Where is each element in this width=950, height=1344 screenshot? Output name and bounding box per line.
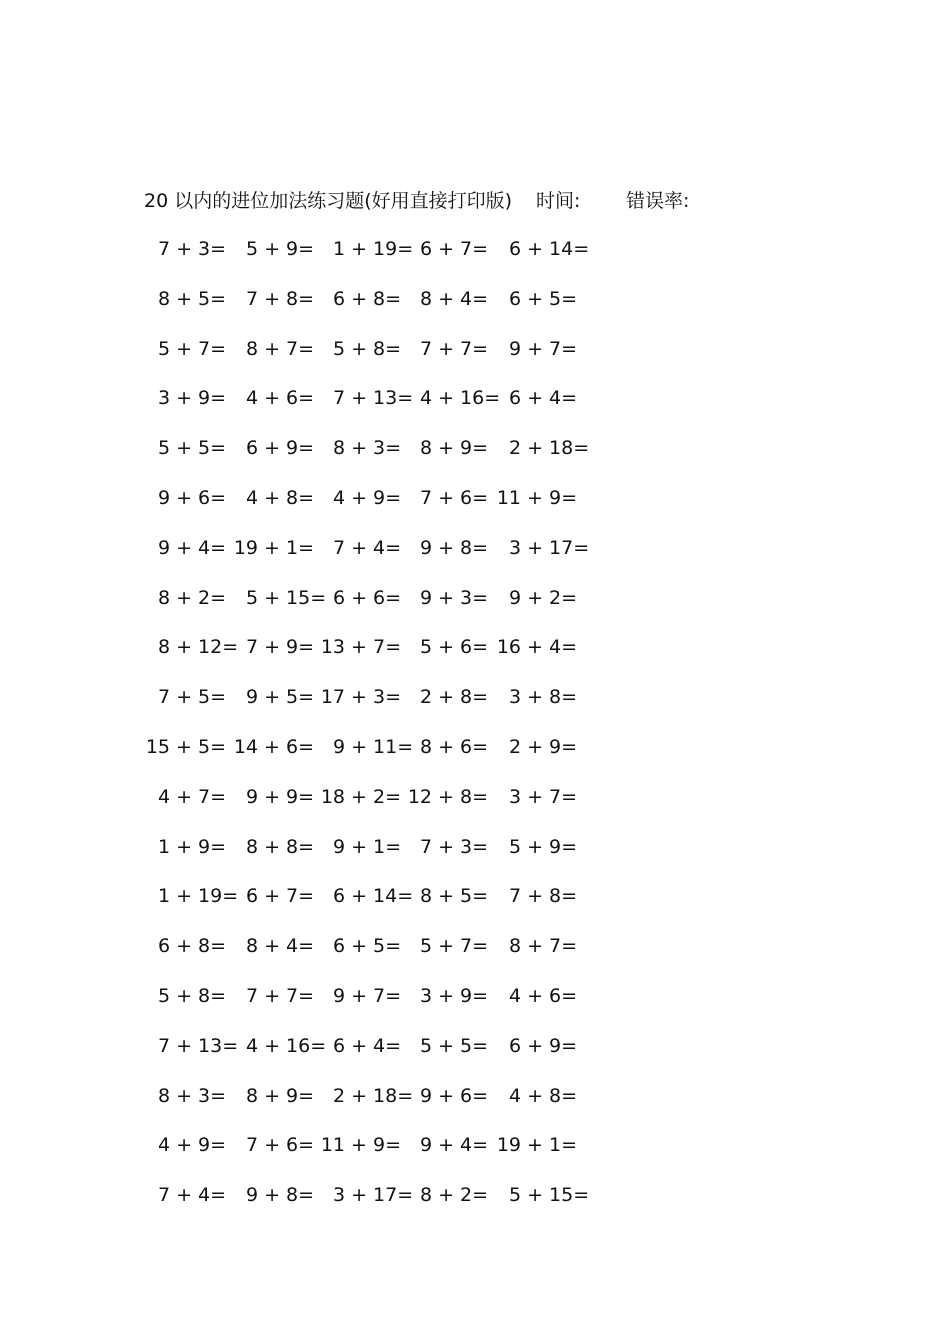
problem-item: 8 + 7= (245, 337, 315, 360)
problem-item: 7 + 3= (157, 238, 227, 260)
problem-item: 2 + 18= (332, 1084, 414, 1107)
problem-item: 7 + 4= (332, 536, 402, 559)
problem-item: 6 + 5= (508, 287, 578, 310)
problem-item: 5 + 9= (508, 835, 578, 858)
problem-item: 5 + 7= (419, 935, 489, 958)
problem-item: 5 + 8= (157, 985, 227, 1007)
problem-item: 8 + 5= (419, 885, 489, 908)
problem-item: 9 + 6= (157, 487, 227, 509)
problem-item: 3 + 17= (508, 536, 590, 559)
problem-item: 6 + 9= (245, 437, 315, 460)
problem-item: 1 + 19= (157, 885, 239, 908)
problem-item: 8 + 5= (157, 287, 227, 310)
problem-item: 13 + 7= (320, 636, 402, 659)
problem-item: 17 + 3= (320, 686, 402, 709)
problem-item: 8 + 12= (157, 636, 239, 659)
problem-item: 7 + 5= (157, 686, 227, 709)
problem-item: 6 + 4= (332, 1034, 402, 1057)
problem-item: 9 + 4= (419, 1134, 489, 1157)
problem-item: 6 + 7= (419, 238, 489, 260)
problem-item: 9 + 4= (157, 536, 227, 559)
problem-item: 6 + 14= (332, 885, 414, 908)
problem-item: 2 + 9= (508, 736, 578, 758)
problem-item: 16 + 4= (496, 636, 578, 659)
problem-item: 8 + 2= (419, 1184, 489, 1207)
error-rate-label: 错误率: (626, 190, 690, 212)
problem-item: 5 + 15= (508, 1184, 590, 1207)
problem-item: 4 + 16= (419, 387, 501, 410)
problem-item: 6 + 6= (332, 586, 402, 609)
problem-item: 8 + 4= (245, 935, 315, 958)
problem-item: 19 + 1= (233, 536, 315, 559)
problem-item: 8 + 9= (245, 1084, 315, 1107)
problem-item: 8 + 8= (245, 835, 315, 858)
problem-item: 3 + 9= (419, 985, 489, 1007)
problem-item: 9 + 7= (508, 337, 578, 360)
problem-item: 5 + 9= (245, 238, 315, 260)
problem-item: 19 + 1= (496, 1134, 578, 1157)
problem-item: 9 + 9= (245, 785, 315, 808)
problem-item: 8 + 3= (157, 1084, 227, 1107)
problem-item: 8 + 4= (419, 287, 489, 310)
problem-item: 7 + 3= (419, 835, 489, 858)
problem-item: 4 + 6= (245, 387, 315, 410)
problem-item: 8 + 2= (157, 586, 227, 609)
problem-item: 12 + 8= (407, 785, 489, 808)
problem-item: 18 + 2= (320, 785, 402, 808)
problem-item: 7 + 6= (245, 1134, 315, 1157)
problem-item: 3 + 8= (508, 686, 578, 709)
problem-item: 3 + 9= (157, 387, 227, 410)
problem-item: 7 + 6= (419, 487, 489, 509)
problem-item: 6 + 8= (157, 935, 227, 958)
problem-item: 9 + 6= (419, 1084, 489, 1107)
time-label: 时间: (536, 190, 581, 212)
problem-item: 7 + 13= (332, 387, 414, 410)
problem-item: 6 + 7= (245, 885, 315, 908)
problem-item: 9 + 8= (245, 1184, 315, 1207)
problem-item: 9 + 2= (508, 586, 578, 609)
problem-item: 7 + 4= (157, 1184, 227, 1207)
problem-item: 4 + 7= (157, 785, 227, 808)
problem-item: 9 + 11= (332, 736, 414, 758)
problem-item: 1 + 19= (332, 238, 414, 260)
problem-item: 6 + 4= (508, 387, 578, 410)
problem-item: 5 + 5= (419, 1034, 489, 1057)
problem-item: 9 + 1= (332, 835, 402, 858)
problem-item: 9 + 3= (419, 586, 489, 609)
problem-item: 8 + 3= (332, 437, 402, 460)
problem-item: 15 + 5= (145, 736, 227, 758)
problem-item: 4 + 9= (157, 1134, 227, 1157)
problem-item: 11 + 9= (496, 487, 578, 509)
problem-item: 6 + 9= (508, 1034, 578, 1057)
problem-item: 9 + 5= (245, 686, 315, 709)
problem-item: 14 + 6= (233, 736, 315, 758)
problem-item: 1 + 9= (157, 835, 227, 858)
problem-item: 7 + 7= (419, 337, 489, 360)
problem-item: 3 + 17= (332, 1184, 414, 1207)
problem-item: 7 + 8= (508, 885, 578, 908)
problem-item: 4 + 8= (508, 1084, 578, 1107)
problem-item: 7 + 9= (245, 636, 315, 659)
problem-item: 7 + 8= (245, 287, 315, 310)
problem-item: 5 + 6= (419, 636, 489, 659)
problem-item: 5 + 8= (332, 337, 402, 360)
problem-item: 4 + 9= (332, 487, 402, 509)
problem-item: 7 + 7= (245, 985, 315, 1007)
worksheet-title: 20 以内的进位加法练习题(好用直接打印版) (144, 190, 513, 212)
problem-item: 5 + 7= (157, 337, 227, 360)
problem-item: 4 + 6= (508, 985, 578, 1007)
problem-item: 6 + 14= (508, 238, 590, 260)
problem-item: 11 + 9= (320, 1134, 402, 1157)
problem-item: 5 + 15= (245, 586, 327, 609)
problem-item: 4 + 8= (245, 487, 315, 509)
problem-item: 7 + 13= (157, 1034, 239, 1057)
problem-item: 6 + 5= (332, 935, 402, 958)
problem-item: 8 + 6= (419, 736, 489, 758)
problem-item: 4 + 16= (245, 1034, 327, 1057)
problem-item: 2 + 18= (508, 437, 590, 460)
problem-item: 8 + 9= (419, 437, 489, 460)
problem-item: 9 + 7= (332, 985, 402, 1007)
problem-item: 9 + 8= (419, 536, 489, 559)
problem-item: 3 + 7= (508, 785, 578, 808)
problem-item: 5 + 5= (157, 437, 227, 460)
problem-item: 8 + 7= (508, 935, 578, 958)
problem-item: 6 + 8= (332, 287, 402, 310)
problem-item: 2 + 8= (419, 686, 489, 709)
